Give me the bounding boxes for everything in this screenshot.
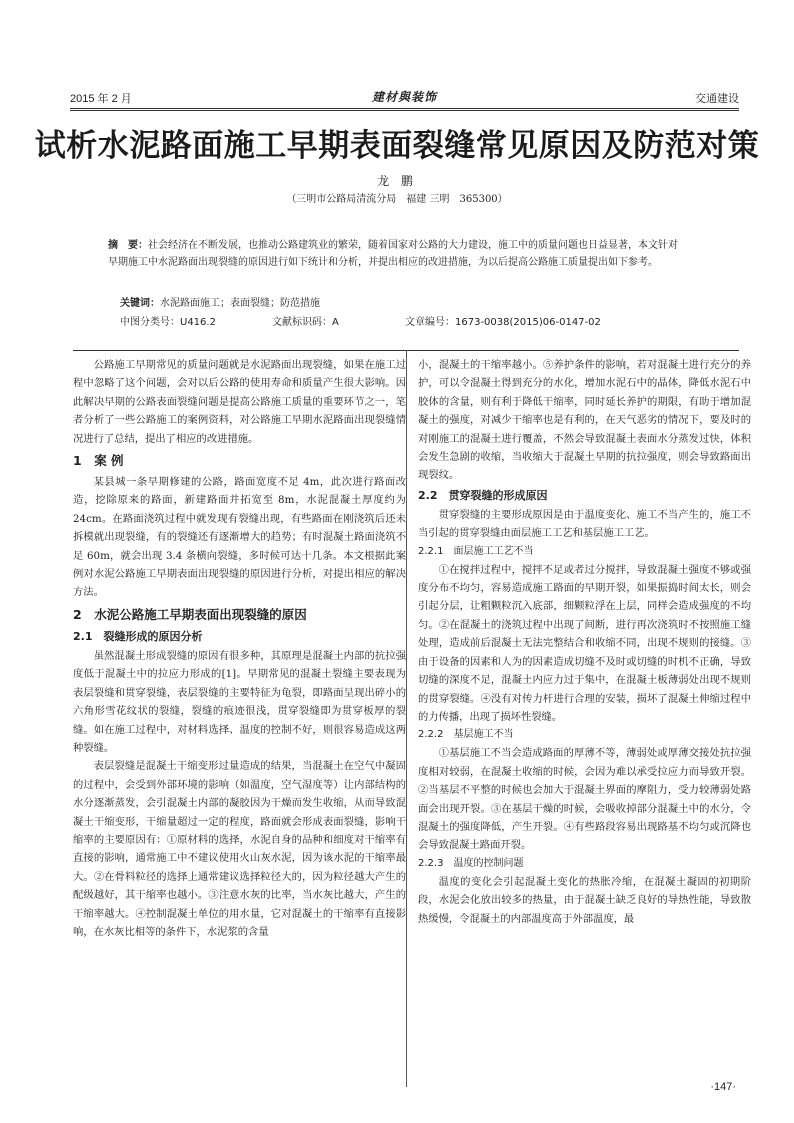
keywords-text: 水泥路面施工；表面裂缝；防范措施: [160, 298, 320, 309]
journal-name: 建材與装饰: [371, 90, 438, 104]
section-name: 交通建设: [695, 93, 739, 105]
article-number: 文章编号：1673-0038(2015)06-0147-02: [405, 317, 601, 328]
subsection-heading-2-2: 2.2 贯穿裂缝的形成原因: [418, 488, 548, 502]
column-divider: [406, 350, 407, 1087]
abstract-text: 社会经济在不断发展，也推动公路建筑业的繁荣，随着国家对公路的大力建设，施工中的质量问题也日益显著，本文针对早期施工中水泥路面出现裂缝的原因进行如下统计和分析，并提出相应的改进措施，为以后提高公路施工质量提出如下参考。: [108, 240, 678, 268]
subsection-heading-2-2-3: 2.2.3 温度的控制问题: [418, 857, 524, 869]
document-code: 文献标识码：A: [272, 317, 339, 328]
paragraph-2-2: 贯穿裂缝的主要形成原因是由于温度变化、施工不当产生的，施工不当引起的贯穿裂缝由面层施工工艺和基层施工工艺。: [418, 508, 751, 540]
right-column: [418, 356, 751, 928]
affiliation: （三明市公路局清流分局 福建 三明 365300）: [286, 194, 508, 205]
issue-date: 2015 年 2 月: [70, 93, 132, 105]
abstract: [108, 237, 684, 271]
abstract-label: 摘 要：: [108, 240, 148, 251]
keywords: [120, 294, 320, 309]
section-heading-2: 2 水泥公路施工早期表面出现裂缝的原因: [73, 606, 307, 622]
keywords-label: 关键词：: [120, 298, 160, 309]
left-column: [73, 356, 406, 941]
paragraph-2-1-b: 表层裂缝是混凝土干缩变形过量造成的结果，当混凝土在空气中凝固的过程中，会受到外部环境的影响（如温度，空气湿度等）让内部结构的水分逐渐蒸发，会引混凝土内部的凝胶因为干燥而发生收缩，从而导致混凝土干缩变形，干缩量超过一定的程度，路面就会形成表面裂缝，影响干缩率的主要原因有：①原材料的选择，水泥自身的品种和细度对干缩率有直接的影响，通常施工中不建议使用火山灰水泥，因为该水泥的干缩率最大。②在骨料粒径的选择上通常建议选择粒径大的，因为粒径越大产生的配级越好，其干缩率也越小。③注意水灰的比率，当水灰比越大，产生的干缩率越大。④控制混凝土单位的用水量，它对混凝土的干缩率有直接影响，在水灰比相等的条件下，水泥浆的含量: [73, 760, 406, 938]
subsection-heading-2-1: 2.1 裂缝形成的原因分析: [73, 629, 203, 643]
running-header: [70, 88, 739, 106]
case-paragraph: 某县城一条早期修建的公路，路面宽度不足 4m，此次进行路面改造，挖除原来的路面，新建路面并拓宽至 8m，水泥混凝土厚度约为 24cm。在路面浇筑过程中就发现有裂缝出现，有些路面在刚浇筑后还未拆模就出现裂缝，有的裂缝还有逐渐增大的趋势；有时混凝土路面浇筑不足 60m，就会出现 3.4 条横向裂缝，多时候可达十几条。本文根据此案例对水泥公路施工早期表面出现裂缝的原因进行分析，对提出相应的解决方法。: [73, 476, 406, 599]
header-rule: [70, 108, 739, 109]
section-heading-1: 1 案 例: [73, 453, 124, 469]
paragraph-2-1-a: 虽然混凝土形成裂缝的原因有很多种，其原理是混凝土内部的抗拉强度低于混凝土中的拉应力形成的[1]。早期常见的混凝土裂缝主要表现为表层裂缝和贯穿裂缝，表层裂缝的主要特征为龟裂，即路面呈现出碎小的六角形雪花纹状的裂缝，裂缝的痕迹很浅，贯穿裂缝即为贯穿板厚的裂缝。如在施工过程中，对材料选择、温度的控制不好，则很容易造成这两种裂缝。: [73, 649, 406, 754]
paper-title: 试析水泥路面施工早期表面裂缝常见原因及防范对策: [34, 128, 760, 164]
clc-number: 中图分类号：U416.2: [120, 317, 216, 328]
subsection-heading-2-2-1: 2.2.1 面层施工工艺不当: [418, 545, 534, 557]
paragraph-2-2-2: ①基层施工不当会造成路面的厚薄不等，薄弱处或厚薄交接处抗拉强度相对较弱，在混凝土收缩的时候，会因为难以承受拉应力而导致开裂。②当基层不平整的时候也会加大于混凝土界面的摩阻力，受力较薄弱处路面会出现开裂。③在基层干燥的时候，会吸收掉部分混凝土中的水分，令混凝土的强度降低，产生开裂。④有些路段容易出现路基不均匀或沉降也会导致混凝土路面开裂。: [418, 747, 751, 852]
author: 龙 鹏: [377, 174, 417, 188]
intro-paragraph: 公路施工早期常见的质量问题就是水泥路面出现裂缝，如果在施工过程中忽略了这个问题，会对以后公路的使用寿命和质量产生很大影响。因此解决早期的公路表面裂缝问题是提高公路施工质量的重要环节之一，笔者分析了一些公路施工的案例资料，对公路施工早期水泥路面出现裂缝情况进行了总结，提出了相应的改进措施。: [73, 359, 406, 445]
page-number: ·147·: [710, 1081, 736, 1093]
continued-paragraph: 小，混凝土的干缩率越小。⑤养护条件的影响，若对混凝土进行充分的养护，可以令混凝土得到充分的水化，增加水泥石中的晶体，降低水泥石中胶体的含量，则有利于降低干缩率，同时延长养护的期限，有助于增加混凝土的强度，对减少干缩率也是有利的，在天气恶劣的情况下，要及时的对刚施工的混凝土进行覆盖，不然会导致混凝土表面水分蒸发过快，体积会发生急剧的收缩，当收缩大于混凝土早期的抗拉强度，则会导致路面出现裂纹。: [418, 359, 751, 482]
subsection-heading-2-2-2: 2.2.2 基层施工不当: [418, 729, 514, 741]
header-rule-2: [70, 110, 739, 111]
paragraph-2-2-3: 温度的变化会引起混凝土变化的热胀冷缩，在混凝土凝固的初期阶段，水泥会化放出较多的热量，由于混凝土缺乏良好的导热性能，导致散热缓慢，令混凝土的内部温度高于外部温度，最: [418, 875, 751, 925]
paragraph-2-2-1: ①在搅拌过程中，搅拌不足或者过分搅拌，导致混凝土强度不够或强度分布不均匀，容易造成施工路面的早期开裂，如果振捣时间太长，则会引起分层，让粗颗粒沉入底部，细颗粒浮在上层，同样会造成强度的不均匀。②在混凝土的浇筑过程中出现了间断，进行再次浇筑时不按照施工缝处理，造成前后混凝土无法完整结合和收缩不同，出现不规则的接缝。③由于设备的因素和人为的因素造成切缝不及时或切缝的时机不正确，导致切缝的深度不足，混凝土内应力过于集中，在混凝土板薄弱处出现不规则的贯穿裂缝。④没有对传力杆进行合理的安装，损坏了混凝土伸缩过程中的力传播，出现了损坏性裂缝。: [418, 563, 751, 723]
